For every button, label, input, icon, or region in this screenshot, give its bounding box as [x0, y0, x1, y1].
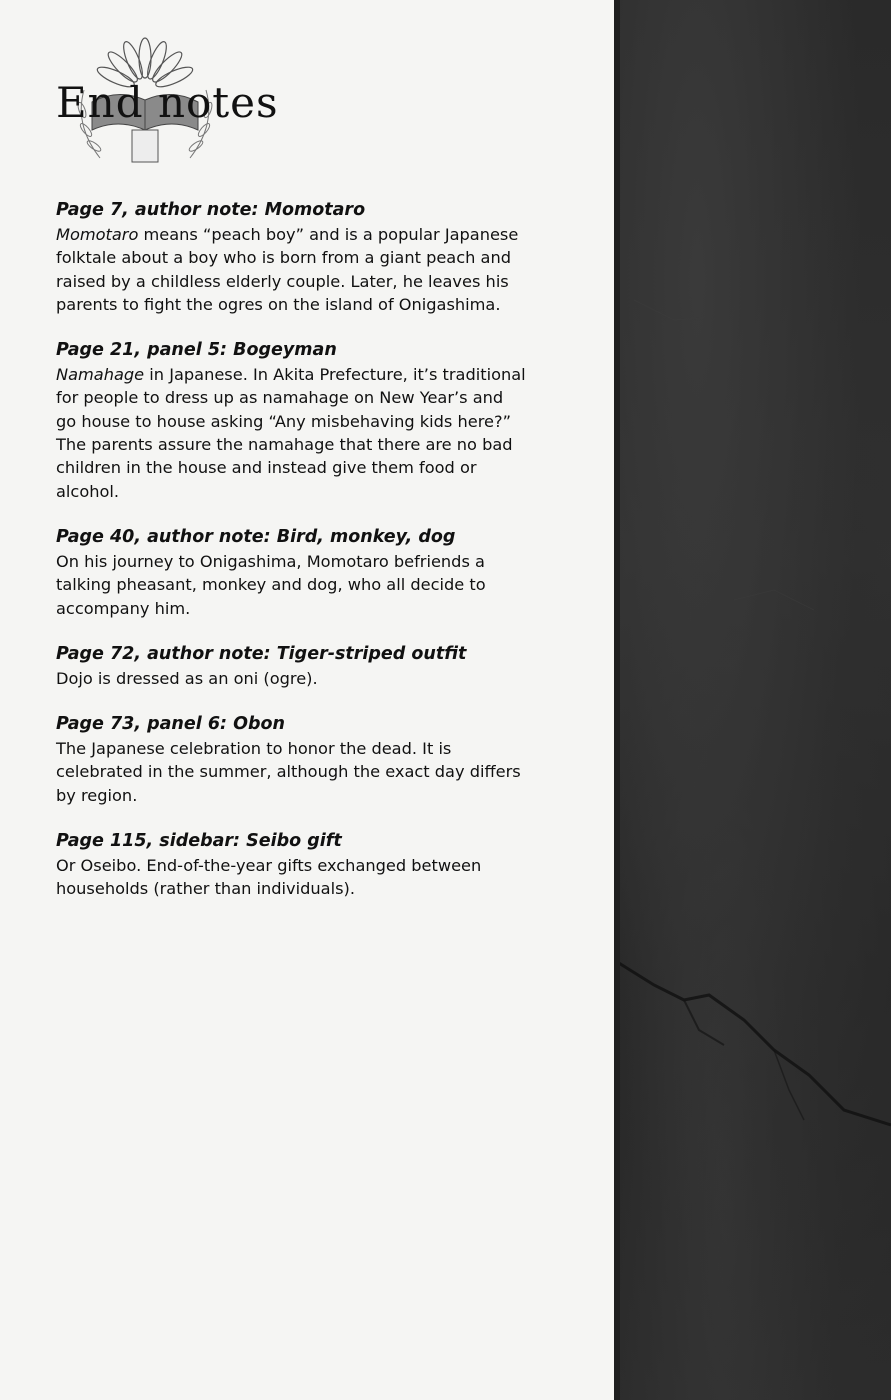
- note-body: [56, 223, 526, 316]
- note-body: [56, 737, 526, 807]
- page-title: End notes: [56, 78, 279, 127]
- end-notes-list: [56, 198, 526, 923]
- note-text: Dojo is dressed as an oni (ogre).: [56, 668, 318, 688]
- note-body: [56, 667, 526, 690]
- stone-texture-border: [614, 0, 891, 1400]
- note-text: means “peach boy” and is a popular Japanese folktale about a boy who is born from a giant peach and raised by a childless elderly couple. Later, he leaves his parents to fight the ogres on the island of Onigashima.: [56, 225, 519, 314]
- note-item: [56, 829, 526, 901]
- note-text: in Japanese. In Akita Prefecture, it’s traditional for people to dress up as namahage on New Year’s and go house to house asking “Any misbehaving kids here?” The parents assure the namahage that there are no bad children in the house and instead give them food or alcohol.: [56, 365, 526, 501]
- note-body: [56, 854, 526, 901]
- note-italic-term: Namahage: [56, 365, 145, 385]
- note-heading: Page 40, author note: Bird, monkey, dog: [56, 526, 456, 547]
- note-text: The Japanese celebration to honor the dead. It is celebrated in the summer, although the exact day differs by region.: [56, 739, 521, 805]
- stone-crack-icon: [614, 0, 891, 1400]
- note-text: On his journey to Onigashima, Momotaro befriends a talking pheasant, monkey and dog, who all decide to accompany him.: [56, 551, 486, 618]
- note-heading: Page 72, author note: Tiger-striped outfit: [56, 643, 467, 664]
- note-heading: Page 7, author note: Momotaro: [56, 200, 366, 220]
- note-heading: Page 115, sidebar: Seibo gift: [56, 831, 342, 852]
- note-heading: Page 21, panel 5: Bogeyman: [56, 340, 337, 361]
- note-text: Or Oseibo. End-of-the-year gifts exchanged between households (rather than individuals).: [56, 856, 482, 899]
- note-item: [56, 198, 526, 316]
- note-body: [56, 550, 526, 620]
- note-item: [56, 642, 526, 690]
- note-item: [56, 338, 526, 503]
- note-heading: Page 73, panel 6: Obon: [56, 714, 286, 735]
- note-item: [56, 712, 526, 807]
- note-item: [56, 525, 526, 620]
- note-body: [56, 363, 526, 503]
- note-italic-term: Momotaro: [56, 225, 139, 244]
